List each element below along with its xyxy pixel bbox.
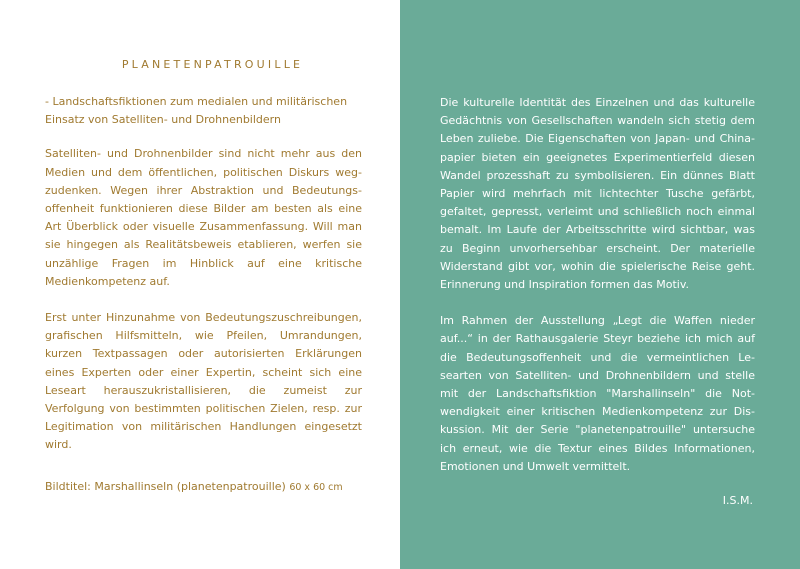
signature: I.S.M. bbox=[722, 494, 753, 508]
caption-text: Bildtitel: Marshallinseln (planetenpatrouille) bbox=[45, 479, 290, 493]
page-title: PLANETENPATROUILLE bbox=[121, 58, 304, 71]
subtitle: - Landschaftsfiktionen zum medialen und militärischen Einsatz von Satelliten- und Drohnenbildern bbox=[45, 95, 348, 127]
right-paragraph-2: Im Rahmen der Ausstellung „Legt die Waffen nieder auf...“ in der Rathausgalerie Steyr beziehe ich mich auf die Bedeutungsoffenheit und die vermeintlichen Lesearten von Satelliten- und Drohnenbildern und stelle mit der Landschaftsfiktion "Marshallinseln" die Notwendigkeit einer kritischen Medienkompetenz zur Diskussion. Mit der Serie "planetenpatrouille" untersuche ich erneut, wie die Textur eines Bildes Informationen, Emotionen und Umwelt vermittelt. bbox=[440, 314, 755, 473]
caption-size: 60 x 60 cm bbox=[289, 481, 343, 493]
right-paragraph-1: Die kulturelle Identität des Einzelnen und das kulturelle Gedächtnis von Gesellschaften wandeln sich stetig dem Leben zuliebe. Die Eigenschaften von Japan- und Chinapapier bieten ein geeignetes Experimentierfeld diesen Wandel prozesshaft zu symbolisieren. Ein dünnes Blatt Papier wird mehrfach mit lichtechter Tusche gefärbt, gefaltet, gepresst, verleimt und schließlich noch einmal bemalt. Im Laufe der Arbeitsschritte wird sichtbar, was zu Beginn unvorhersehbar erscheint. Der materielle Widerstand gibt vor, wohin die spielerische Reise geht. Erinnerung und Inspiration formen das Motiv. bbox=[440, 96, 755, 292]
image-caption bbox=[45, 478, 362, 497]
left-paragraph-1: Satelliten- und Drohnenbilder sind nicht mehr aus den Medien und dem öffentlichen, politischen Diskurs wegzudenken. Wegen ihrer Abstraktion und Bedeutungsoffenheit funktionieren diese Bilder am besten als eine Art Überblick oder visuelle Zusammenfassung. Will man sie hingegen als Realitätsbeweis etablieren, werfen sie unzählige Fragen im Hinblick auf eine kritische Medienkompetenz auf. bbox=[45, 147, 362, 288]
right-page bbox=[400, 0, 800, 569]
left-paragraph-2: Erst unter Hinzunahme von Bedeutungszuschreibungen, grafischen Hilfsmitteln, wie Pfeilen, Umrandungen, kurzen Textpassagen oder autorisierten Erklärungen eines Experten oder einer Expertin, scheint sich eine Leseart herauszukristallisieren, die zumeist zur Verfolgung von bestimmten politischen Zielen, resp. zur Legitimation von militärischen Handlungen eingesetzt wird. bbox=[45, 311, 362, 452]
